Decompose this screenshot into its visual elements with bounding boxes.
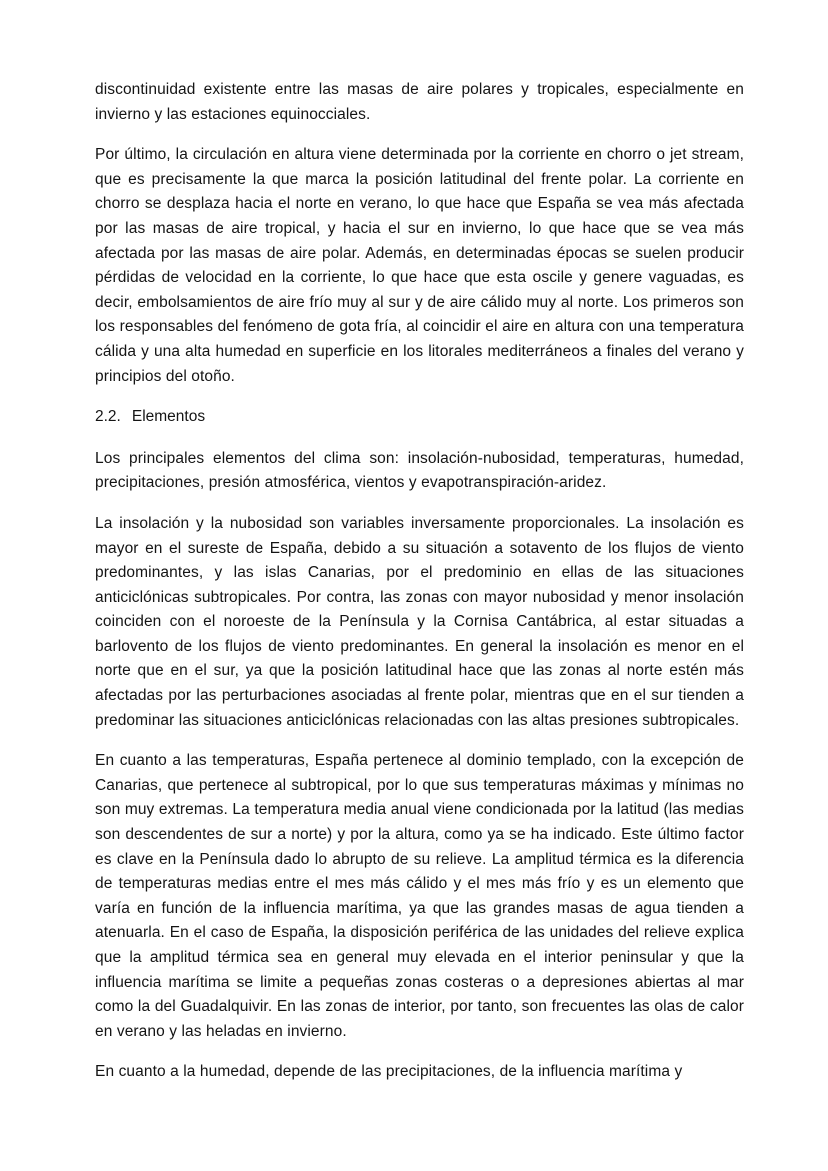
paragraph-temperaturas: En cuanto a las temperaturas, España pertenece al dominio templado, con la excepción de Canarias, que pertenece al subtropical, por lo que sus temperaturas máximas y mínimas no son muy extremas. La temperatura media anual viene condicionada por la latitud (las medias son descendentes de sur a norte) y por la altura, como ya se ha indicado. Este último factor es clave en la Península dado lo abrupto de su relieve. La amplitud térmica es la diferencia de temperaturas medias entre el mes más cálido y el mes más frío y es un elemento que varía en función de la influencia marítima, ya que las grandes masas de agua tienden a atenuarla. En el caso de España, la disposición periférica de las unidades del relieve explica que la amplitud térmica sea en general muy elevada en el interior peninsular y que la influencia marítima se limite a pequeñas zonas costeras o a depresiones abiertas al mar como la del Guadalquivir. En las zonas de interior, por tanto, son frecuentes las olas de calor en verano y las heladas en invierno. xyxy=(95,752,744,1040)
paragraph-discontinuidad: discontinuidad existente entre las masas de aire polares y tropicales, especialmente en invierno y las estaciones equinocciales. xyxy=(95,81,744,123)
section-heading-label: Elementos xyxy=(131,408,206,426)
paragraph-elementos-lista: Los principales elementos del clima son: insolación-nubosidad, temperaturas, humedad, precipitaciones, presión atmosférica, vientos y evapotranspiración-aridez. xyxy=(95,449,744,492)
paragraph-humedad: En cuanto a la humedad, depende de las precipitaciones, de la influencia marítima y xyxy=(95,1063,683,1081)
paragraph-corriente-en-chorro: Por último, la circulación en altura viene determinada por la corriente en chorro o jet stream, que es precisamente la que marca la posición latitudinal del frente polar. La corriente en chorro se desplaza hacia el norte en verano, lo que hace que España se vea más afectada por las masas de aire tropical, y hacia el sur en invierno, lo que hace que se vea más afectada por las masas de aire polar. Además, en determinadas épocas se suelen producir pérdidas de velocidad en la corriente, lo que hace que esta oscile y genere vaguadas, es decir, embolsamientos de aire frío muy al sur y de aire cálido muy al norte. Los primeros son los responsables del fenómeno de gota fría, al coincidir el aire en altura con una temperatura cálida y una alta humedad en superficie en los litorales mediterráneos a finales del verano y principios del otoño. xyxy=(95,146,744,385)
section-heading-number: 2.2. xyxy=(95,408,121,426)
paragraph-insolacion-nubosidad: La insolación y la nubosidad son variables inversamente proporcionales. La insolación es mayor en el sureste de España, debido a su situación a sotavento de los flujos de viento predominantes, y las islas Canarias, por el predominio en ellas de las situaciones anticiclónicas subtropicales. Por contra, las zonas con mayor nubosidad y menor insolación coinciden con el noroeste de la Península y la Cornisa Cantábrica, al estar situadas a barlovento de los flujos de viento predominantes. En general la insolación es menor en el norte que en el sur, ya que la posición latitudinal hace que las zonas al norte estén más afectadas por las perturbaciones asociadas al frente polar, mientras que en el sur tienden a predominar las situaciones anticiclónicas relacionadas con las altas presiones subtropicales. xyxy=(95,514,744,729)
section-heading-elementos xyxy=(95,405,744,430)
